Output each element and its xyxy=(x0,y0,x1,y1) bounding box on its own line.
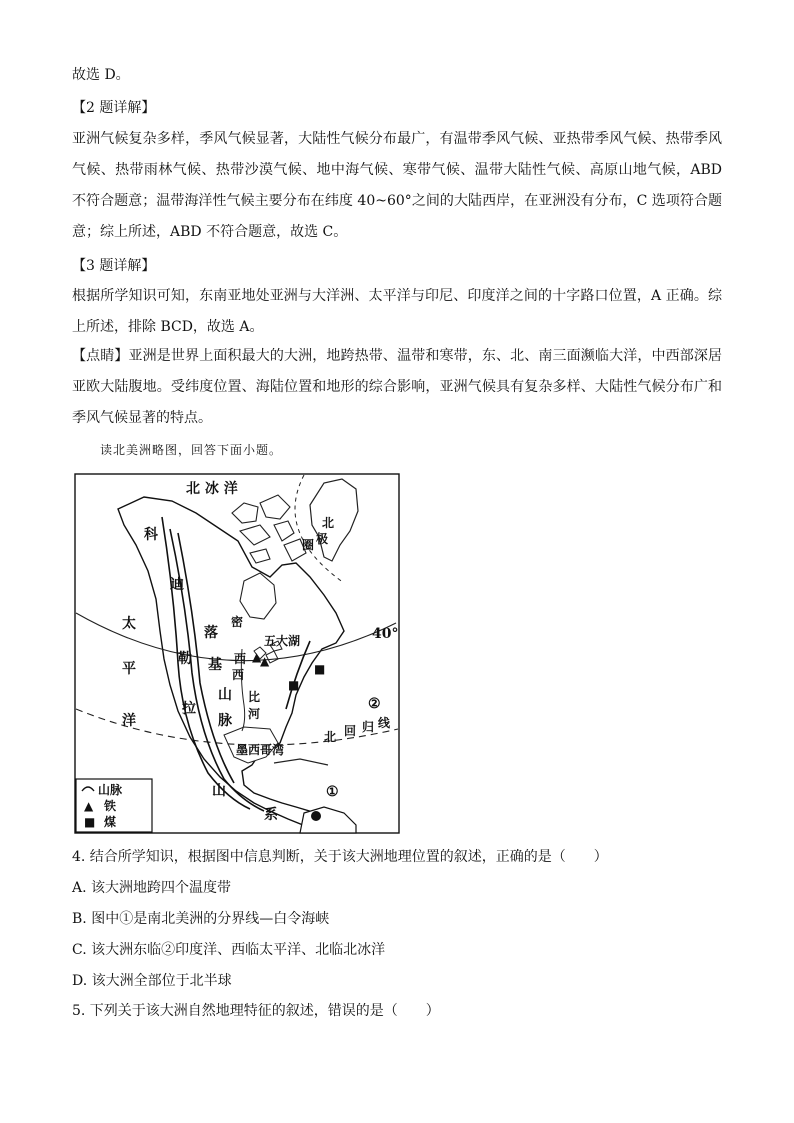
iron-marker: ▲ xyxy=(260,654,270,668)
label-arctic-circle-3: 圈 xyxy=(302,538,315,552)
label-mississippi-3: 西 xyxy=(232,668,245,682)
label-pacific-1: 太 xyxy=(122,616,136,632)
label-marker-1: ① xyxy=(326,784,339,800)
label-mississippi-5: 河 xyxy=(248,707,261,721)
label-arctic-ocean: 北 冰 洋 xyxy=(186,481,238,497)
label-arctic-circle-1: 北 xyxy=(322,516,335,530)
legend-coal-label: 煤 xyxy=(104,815,117,829)
iron-marker: ▲ xyxy=(252,650,262,664)
north-america-map xyxy=(74,473,400,834)
comment-paragraph: 【点睛】亚洲是世界上面积最大的大洲，地跨热带、温带和寒带，东、北、南三面濒临大洋，中西部深居亚欧大陆腹地。受纬度位置、海陆位置和地形的综合影响，亚洲气候具有复杂多样、大陆性气候分布广和季风气候显著的特点。 xyxy=(72,348,722,426)
label-cordillera-3: 勒 xyxy=(178,651,192,667)
q2-heading: 【2 题详解】 xyxy=(72,100,156,116)
label-tropic-3: 归 xyxy=(362,720,375,734)
answer-line: 故选 D。 xyxy=(72,67,130,83)
panama-point xyxy=(311,811,321,821)
label-pacific-3: 洋 xyxy=(122,713,136,729)
q3-explanation: 根据所学知识可知，东南亚地处亚洲与大洋洲、太平洋与印尼、印度洋之间的十字路口位置，A 正确。综上所述，排除 BCD，故选 A。 xyxy=(72,288,722,335)
map-intro: 读北美洲略图，回答下面小题。 xyxy=(100,443,283,457)
q4-stem: 4. 结合所学知识，根据图中信息判断，关于该大洲地理位置的叙述，正确的是（ ） xyxy=(72,849,608,865)
legend-coal-symbol: ■ xyxy=(84,815,96,829)
q3-heading: 【3 题详解】 xyxy=(72,258,156,274)
label-great-lakes: 五大湖 xyxy=(264,634,301,648)
label-pacific-2: 平 xyxy=(122,661,136,677)
legend-iron-label: 铁 xyxy=(104,799,117,813)
label-tropic-1: 北 xyxy=(324,730,337,744)
label-gulf: 墨西哥湾 xyxy=(236,743,285,757)
q5-stem: 5. 下列关于该大洲自然地理特征的叙述，错误的是（ ） xyxy=(72,1003,440,1019)
q4-option-c[interactable]: C. 该大洲东临②印度洋、西临太平洋、北临北冰洋 xyxy=(72,942,386,958)
coal-marker: ■ xyxy=(314,662,326,676)
coal-marker: ■ xyxy=(288,678,300,692)
label-rockies-3: 山 xyxy=(218,687,232,703)
legend-mountain-label: 山脉 xyxy=(98,783,123,797)
label-arctic-circle-2: 极 xyxy=(316,532,329,546)
q4-option-d[interactable]: D. 该大洲全部位于北半球 xyxy=(72,973,232,989)
label-mississippi-1: 密 xyxy=(231,615,244,629)
legend-iron-symbol: ▲ xyxy=(84,799,94,813)
label-rockies-4: 脉 xyxy=(218,713,232,729)
label-cordillera-1: 科 xyxy=(144,527,158,543)
label-tropic-2: 回 xyxy=(344,724,357,738)
label-cordillera-4: 拉 xyxy=(182,701,196,717)
label-marker-2: ② xyxy=(368,696,381,712)
label-latitude-40: 40° xyxy=(372,626,399,642)
q4-option-b[interactable]: B. 图中①是南北美洲的分界线—白令海峡 xyxy=(72,911,330,927)
label-cordillera-5: 山 xyxy=(212,783,226,799)
q4-option-a[interactable]: A. 该大洲地跨四个温度带 xyxy=(72,880,232,896)
q2-explanation: 亚洲气候复杂多样，季风气候显著，大陆性气候分布最广，有温带季风气候、亚热带季风气候、热带季风气候、热带雨林气候、热带沙漠气候、地中海气候、寒带气候、温带大陆性气候、高原山地气候，ABD 不符合题意；温带海洋性气候主要分布在纬度 40~60°之间的大陆西岸，在亚洲没有分布，C 选项符合题意；综上所述，ABD 不符合题意，故选 C。 xyxy=(72,131,722,240)
label-tropic-4: 线 xyxy=(378,716,391,730)
label-cordillera-6: 系 xyxy=(264,807,278,823)
label-mississippi-2: 西 xyxy=(234,652,247,666)
label-mississippi-4: 比 xyxy=(248,690,261,704)
label-rockies-2: 基 xyxy=(208,657,222,673)
label-cordillera-2: 迪 xyxy=(170,577,184,593)
label-rockies-1: 落 xyxy=(204,625,218,641)
